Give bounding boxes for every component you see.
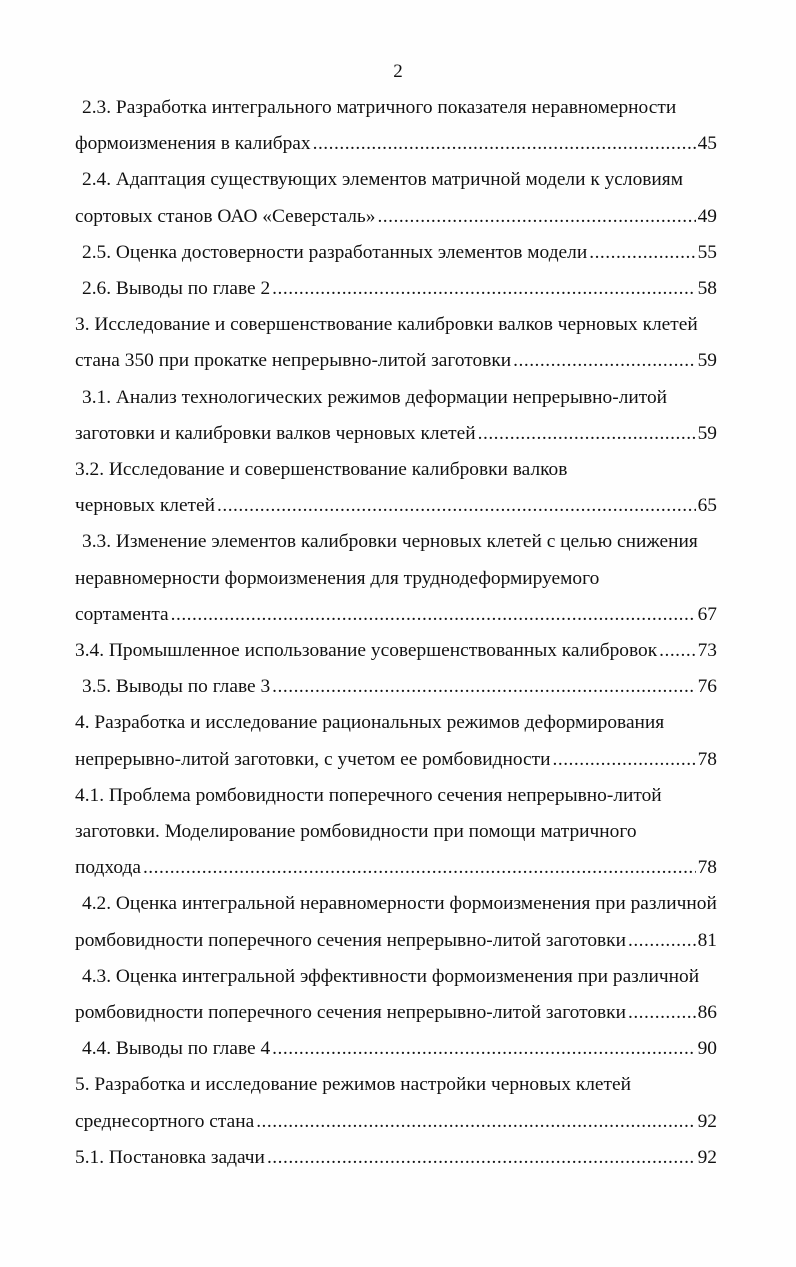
toc-entry-page-number: 59 — [697, 350, 717, 372]
toc-entry-page-number: 58 — [697, 278, 717, 300]
toc-entry-last-line — [75, 235, 717, 271]
toc-entry — [75, 452, 717, 524]
toc-entry-page-number: 86 — [697, 1002, 717, 1024]
toc-entry-page-number: 81 — [697, 929, 717, 951]
toc-entry-title: стана 350 при прокатке непрерывно-литой заготовки — [75, 350, 512, 372]
toc-entry-page-number: 78 — [697, 748, 717, 770]
toc-entry-page-number: 67 — [697, 603, 717, 625]
dot-leader — [589, 235, 695, 271]
toc-entry-title: формоизменения в калибрах — [75, 133, 311, 155]
dot-leader — [272, 1031, 695, 1067]
toc-entry-title: 2.5. Оценка достоверности разработанных элементов модели — [82, 241, 588, 263]
toc-entry — [75, 1140, 717, 1176]
toc-entry-title: непрерывно-литой заготовки, с учетом ее ромбовидности — [75, 748, 551, 770]
toc-entry-last-line — [75, 126, 717, 162]
toc-entry-title: заготовки и калибровки валков черновых клетей — [75, 422, 476, 444]
dot-leader — [628, 995, 696, 1031]
toc-entry-line: 2.4. Адаптация существующих элементов матричной модели к условиям — [82, 169, 683, 191]
toc-entry-last-line — [75, 995, 717, 1031]
toc-entry-last-line — [75, 271, 717, 307]
toc-entry-last-line — [75, 742, 717, 778]
dot-leader — [267, 1140, 696, 1176]
toc-entry-last-line — [75, 488, 717, 524]
dot-leader — [217, 488, 696, 524]
toc-entry-line: 4.3. Оценка интегральной эффективности формоизменения при различной — [82, 965, 700, 987]
toc-entry-line: 3.2. Исследование и совершенствование калибровки валков — [75, 459, 568, 481]
toc-entry-title: 4.4. Выводы по главе 4 — [82, 1038, 271, 1060]
toc-entry-title: сортовых станов ОАО «Северсталь» — [75, 205, 376, 227]
toc-entry-last-line — [75, 1104, 717, 1140]
toc-entry-last-line — [75, 923, 717, 959]
toc-entry-title: 3.5. Выводы по главе 3 — [82, 676, 271, 698]
dot-leader — [377, 199, 695, 235]
toc-entry-page-number: 55 — [697, 241, 717, 263]
toc-entry — [75, 380, 717, 452]
toc-entry-title: среднесортного стана — [75, 1110, 255, 1132]
toc-entry — [75, 669, 717, 705]
toc-entry — [75, 524, 717, 633]
toc-entry — [75, 1067, 717, 1139]
dot-leader — [553, 742, 696, 778]
toc-entry — [75, 778, 717, 887]
toc-entry-page-number: 78 — [697, 857, 717, 879]
dot-leader — [513, 343, 695, 379]
toc-entry-title: 2.6. Выводы по главе 2 — [82, 278, 271, 300]
toc-entry-line: 5. Разработка и исследование режимов настройки черновых клетей — [75, 1074, 631, 1096]
toc-entry-page-number: 45 — [697, 133, 717, 155]
toc-entry — [75, 1031, 717, 1067]
dot-leader — [628, 923, 696, 959]
toc-entry — [75, 235, 717, 271]
toc-entry-last-line — [75, 1031, 717, 1067]
toc-entry-title: ромбовидности поперечного сечения непрерывно-литой заготовки — [75, 1002, 626, 1024]
toc-entry-page-number: 92 — [697, 1146, 717, 1168]
toc-entry-page-number: 49 — [697, 205, 717, 227]
toc-entry-page-number: 92 — [697, 1110, 717, 1132]
toc-entry-line: неравномерности формоизменения для труднодеформируемого — [75, 567, 600, 589]
toc-entry-title: 5.1. Постановка задачи — [75, 1146, 265, 1168]
toc-entry-line: 3. Исследование и совершенствование калибровки валков черновых клетей — [75, 314, 698, 336]
toc-entry-page-number: 73 — [697, 640, 717, 662]
toc-entry — [75, 90, 717, 162]
toc-entry-line: заготовки. Моделирование ромбовидности при помощи матричного — [75, 821, 637, 843]
toc-entry-line: 4.1. Проблема ромбовидности поперечного сечения непрерывно-литой — [75, 784, 662, 806]
toc-entry-last-line — [75, 343, 717, 379]
toc-entry-line: 4. Разработка и исследование рациональных режимов деформирования — [75, 712, 665, 734]
toc-entry-line: 3.3. Изменение элементов калибровки черновых клетей с целью снижения — [82, 531, 698, 553]
dot-leader — [256, 1104, 695, 1140]
toc-entry-line: 3.1. Анализ технологических режимов деформации непрерывно-литой — [82, 386, 668, 408]
toc-entry — [75, 162, 717, 234]
table-of-contents — [75, 90, 717, 1176]
toc-entry-line: 2.3. Разработка интегрального матричного показателя неравномерности — [82, 97, 677, 118]
toc-entry-last-line — [75, 597, 717, 633]
toc-entry-title: подхода — [75, 857, 141, 879]
toc-entry-last-line — [75, 1140, 717, 1176]
toc-entry — [75, 307, 717, 379]
dot-leader — [478, 416, 696, 452]
toc-entry-line: 4.2. Оценка интегральной неравномерности формоизменения при различной — [82, 893, 717, 915]
page-number: 2 — [393, 61, 403, 82]
toc-entry-last-line — [75, 416, 717, 452]
dot-leader — [659, 633, 695, 669]
toc-entry-last-line — [75, 633, 717, 669]
toc-entry-page-number: 59 — [697, 422, 717, 444]
toc-entry-page-number: 76 — [697, 676, 717, 698]
toc-entry-page-number: 90 — [697, 1038, 717, 1060]
toc-entry — [75, 705, 717, 777]
toc-entry — [75, 886, 717, 958]
toc-entry — [75, 271, 717, 307]
dot-leader — [272, 669, 695, 705]
toc-entry-title: черновых клетей — [75, 495, 216, 517]
toc-entry-last-line — [75, 850, 717, 886]
toc-entry-page-number: 65 — [697, 495, 717, 517]
dot-leader — [313, 126, 696, 162]
toc-entry-last-line — [75, 199, 717, 235]
dot-leader — [171, 597, 696, 633]
toc-entry-last-line — [75, 669, 717, 705]
toc-entry-title: 3.4. Промышленное использование усовершенствованных калибровок — [75, 640, 658, 662]
dot-leader — [272, 271, 695, 307]
dot-leader — [143, 850, 696, 886]
toc-entry-title: сортамента — [75, 603, 169, 625]
toc-entry-title: ромбовидности поперечного сечения непрерывно-литой заготовки — [75, 929, 626, 951]
toc-entry — [75, 959, 717, 1031]
toc-entry — [75, 633, 717, 669]
